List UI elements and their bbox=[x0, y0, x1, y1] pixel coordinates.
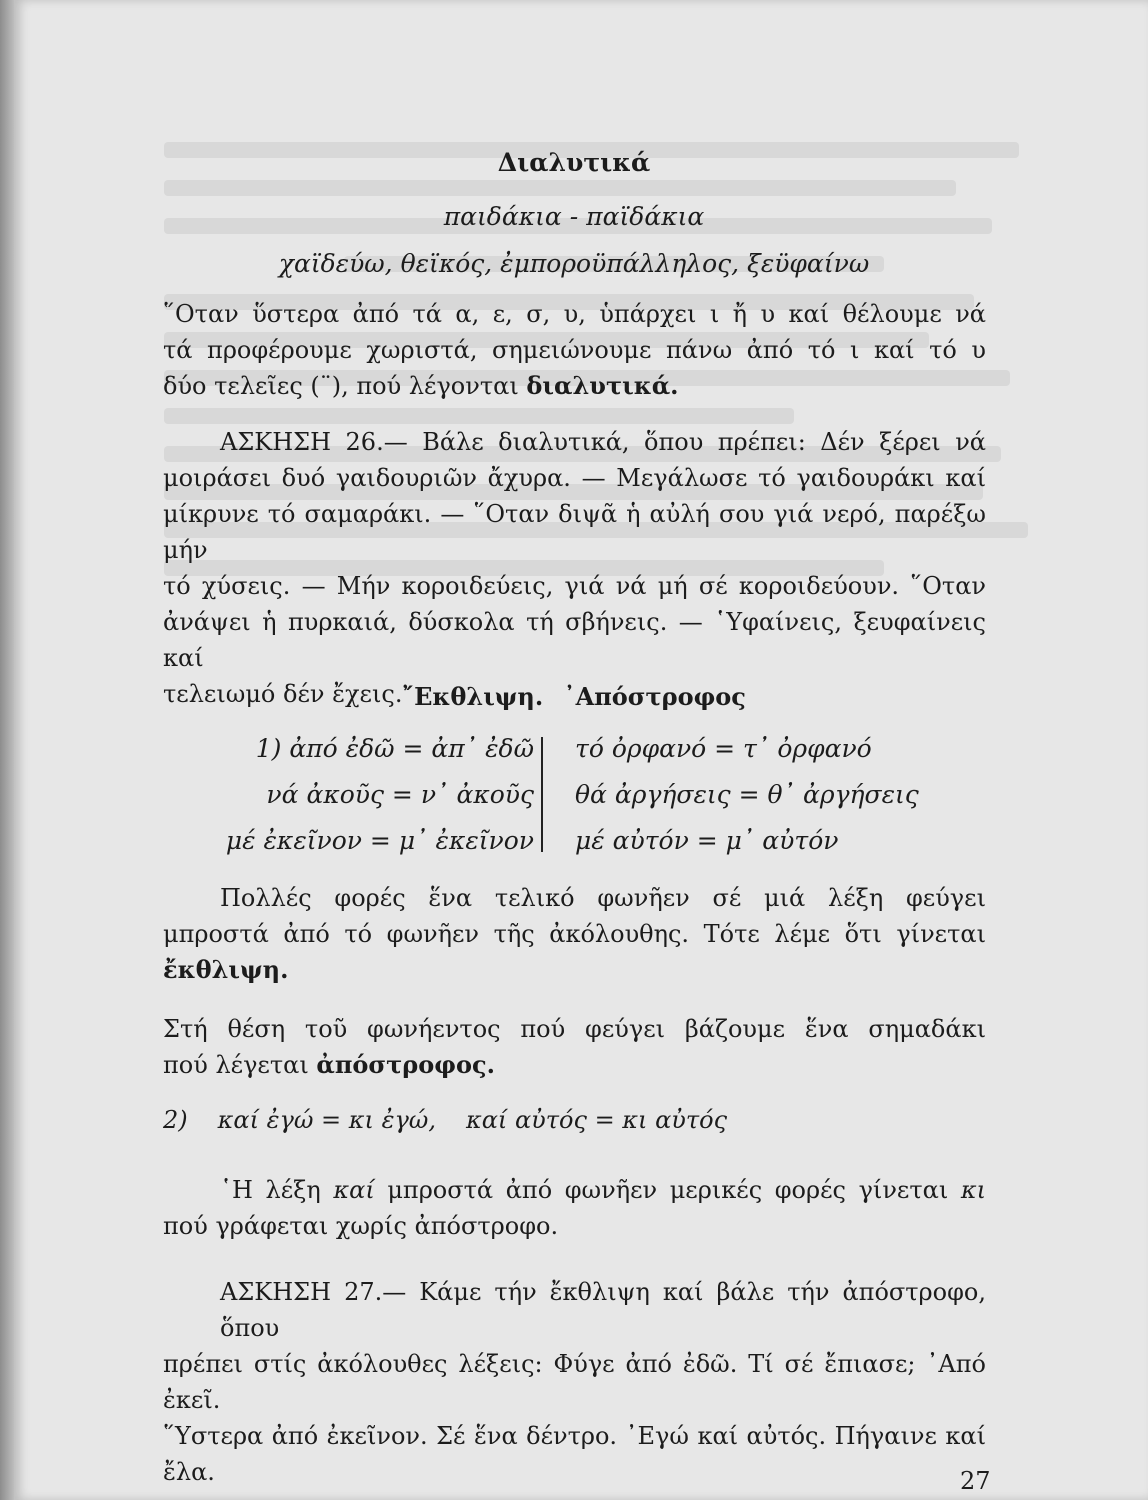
example-row: θά ἀργήσεις = θ᾿ ἀργήσεις bbox=[575, 780, 919, 809]
page-number: 27 bbox=[960, 1467, 991, 1495]
text-line: μοιράσει δυό γαιδουριῶν ἄχυρα. — Μεγάλωσε τό γαιδουράκι καί bbox=[163, 464, 986, 492]
term-apostrofos: ἀπόστροφος. bbox=[316, 1050, 495, 1079]
subheading-ekthlipsi: ῎Εκθλιψη. bbox=[402, 682, 544, 711]
text-fragment: ῾Η λέξη bbox=[220, 1176, 334, 1204]
text-line: ῞Υστερα ἀπό ἐκεῖνον. Σέ ἕνα δέντρο. ᾿Εγώ καί αὐτός. Πήγαινε καί bbox=[163, 1422, 986, 1450]
text-line: ΑΣΚΗΣΗ 27.— Κάμε τήν ἔκθλιψη καί βάλε τήν ἀπόστροφο, ὅπου bbox=[220, 1278, 986, 1342]
example-row: 1) ἀπό ἐδῶ = ἀπ᾿ ἐδῶ bbox=[255, 734, 534, 763]
text-line: τά προφέρουμε χωριστά, σημειώνουμε πάνω ἀπό τό ι καί τό υ bbox=[163, 336, 986, 364]
text-line: μίκρυνε τό σαμαράκι. — ῞Οταν διψᾶ ἡ αὐλή σου γιά νερό, παρέξω μήν bbox=[163, 500, 986, 564]
text-line: Στή θέση τοῦ φωνήεντος πού φεύγει βάζουμε ἕνα σημαδάκι bbox=[163, 1015, 986, 1043]
subheading-ekthlipsi-apostrofos bbox=[0, 682, 1148, 711]
text-line: Πολλές φορές ἕνα τελικό φωνῆεν σέ μιά λέξη φεύγει bbox=[220, 884, 986, 912]
text-line bbox=[163, 952, 986, 988]
subheading-apostrofos: ᾿Απόστροφος bbox=[563, 682, 746, 711]
exercise-26 bbox=[163, 424, 986, 712]
paragraph-ki bbox=[163, 1172, 986, 1244]
example-row: τό ὀρφανό = τ᾿ ὀρφανό bbox=[575, 734, 872, 763]
examples-ki bbox=[163, 1106, 757, 1134]
text-line: ἀνάψει ἡ πυρκαιά, δύσκολα τή σβήνεις. — ῾Υφαίνεις, ξευφαίνεις καί bbox=[163, 608, 986, 672]
italic-word: καί bbox=[333, 1176, 375, 1204]
apostrophe-examples-right bbox=[575, 726, 919, 864]
text-line: μπροστά ἀπό τό φωνῆεν τῆς ἀκόλουθης. Τότε λέμε ὅτι γίνεται bbox=[163, 920, 986, 948]
example-row: μέ ἐκεῖνον = μ᾿ ἐκεῖνον bbox=[225, 826, 534, 855]
term-dialytika: διαλυτικά. bbox=[526, 371, 679, 400]
apostrophe-examples-left bbox=[226, 726, 534, 864]
example-line-1: παιδάκια - παϊδάκια bbox=[443, 202, 705, 231]
text-line bbox=[163, 368, 986, 404]
text-line: πού γράφεται χωρίς ἀπόστροφο. bbox=[163, 1212, 559, 1240]
paragraph-dialytika-rule bbox=[163, 296, 986, 404]
paragraph-ekthlipsi bbox=[163, 880, 986, 988]
text-line: ΑΣΚΗΣΗ 26.— Βάλε διαλυτικά, ὅπου πρέπει: Δέν ξέρει νά bbox=[220, 428, 986, 456]
example-line-2: χαϊδεύω, θεϊκός, ἐμποροϋπάλληλος, ξεϋφαίνω bbox=[278, 249, 870, 278]
text-line: ἔλα. bbox=[163, 1458, 215, 1486]
example-ki-aftos: καί αὐτός = κι αὐτός bbox=[465, 1106, 728, 1134]
example-row: μέ αὐτόν = μ᾿ αὐτόν bbox=[575, 826, 839, 855]
example-ki-ego: καί ἐγώ = κι ἐγώ, bbox=[217, 1106, 436, 1134]
example-row: νά ἀκοῦς = ν᾿ ἀκοῦς bbox=[266, 780, 534, 809]
paragraph-apostrofos bbox=[163, 1011, 986, 1083]
exercise-27 bbox=[163, 1274, 986, 1490]
text-line: τελειωμό δέν ἔχεις. bbox=[163, 680, 403, 708]
section-title: Διαλυτικά bbox=[497, 148, 651, 177]
term-ekthlipsi: ἔκθλιψη. bbox=[163, 955, 289, 984]
text-line: ῞Οταν ὕστερα ἀπό τά α, ε, σ, υ, ὑπάρχει ι ἤ υ καί θέλουμε νά bbox=[163, 300, 986, 328]
text-fragment: πού λέγεται bbox=[163, 1051, 317, 1079]
text-fragment: μπροστά ἀπό φωνῆεν μερικές φορές γίνεται bbox=[374, 1176, 961, 1204]
column-divider bbox=[541, 737, 543, 852]
text-line bbox=[163, 1047, 986, 1083]
italic-word: κι bbox=[960, 1176, 986, 1204]
text-fragment: δύο τελεῖες (¨), πού λέγονται bbox=[163, 372, 527, 400]
example-label: 2) bbox=[163, 1106, 188, 1134]
text-line bbox=[163, 1172, 986, 1208]
text-line: πρέπει στίς ἀκόλουθες λέξεις: Φύγε ἀπό ἐδῶ. Τί σέ ἔπιασε; ᾿Από ἐκεῖ. bbox=[163, 1350, 986, 1414]
text-line: τό χύσεις. — Μήν κοροιδεύεις, γιά νά μή σέ κοροιδεύουν. ῞Οταν bbox=[163, 572, 986, 600]
